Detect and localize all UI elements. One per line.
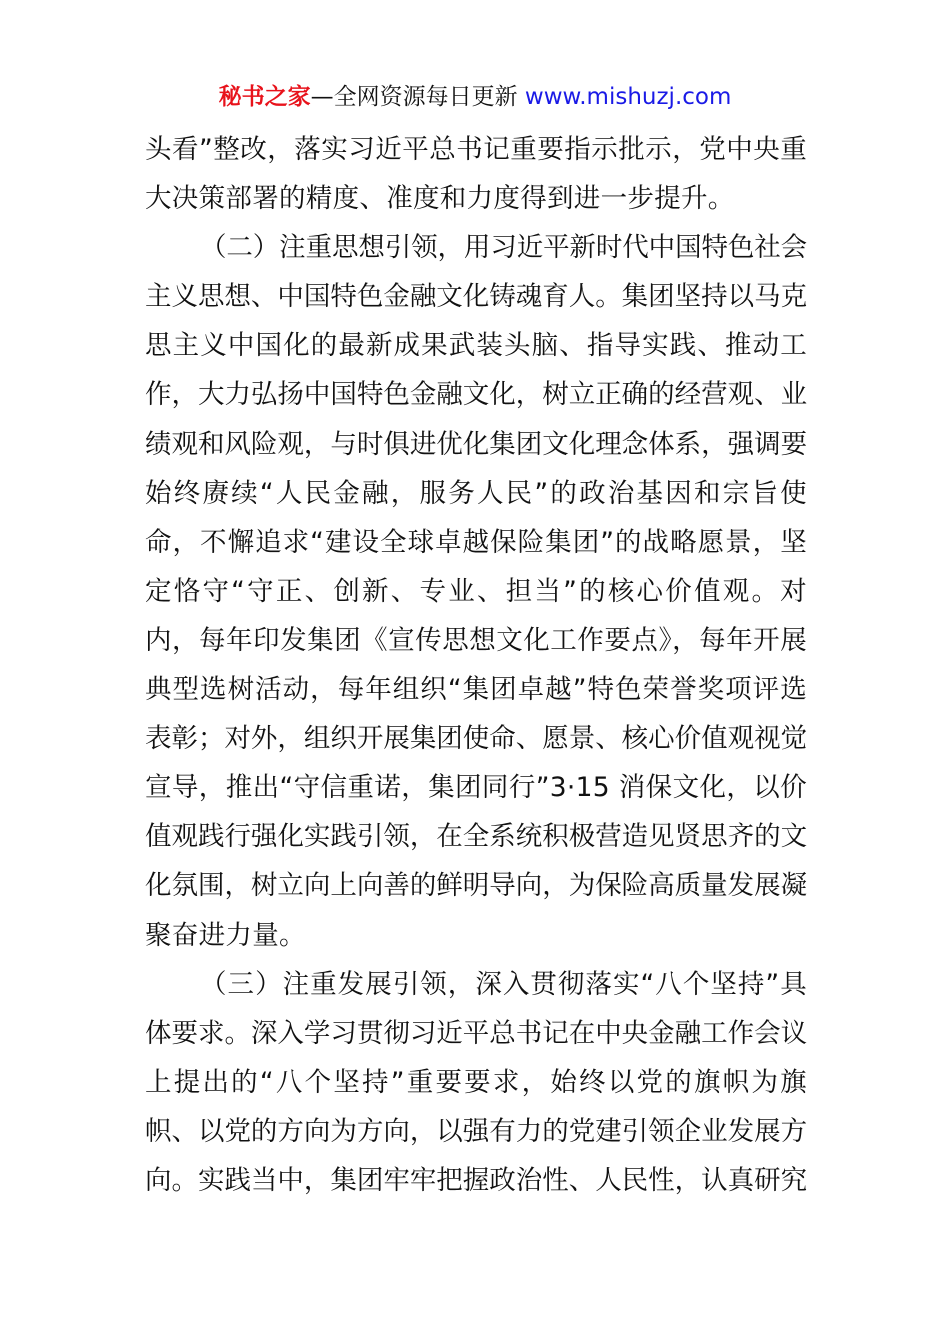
text-line: 上提出的“八个坚持”重要要求，始终以党的旗帜为旗: [145, 1066, 807, 1098]
paragraph-continued: [145, 125, 807, 223]
text-line: 内，每年印发集团《宣传思想文化工作要点》，每年开展: [145, 624, 807, 656]
text-line: 典型选树活动，每年组织“集团卓越”特色荣誉奖项评选: [145, 674, 807, 706]
text-line: 头看”整改，落实习近平总书记重要指示批示，党中央重: [145, 134, 807, 165]
paragraph-section-3: [145, 960, 807, 1205]
text-line: 绩观和风险观，与时俱进优化集团文化理念体系，强调要: [145, 428, 807, 460]
text-line: 大决策部署的精度、准度和力度得到进一步提升。: [145, 183, 735, 215]
text-line: 主义思想、中国特色金融文化铸魂育人。集团坚持以马克: [145, 281, 807, 313]
text-line: 作，大力弘扬中国特色金融文化，树立正确的经营观、业: [145, 379, 807, 411]
text-line: 聚奋进力量。: [145, 919, 306, 951]
document-body: [145, 125, 807, 1205]
text-line: 表彰；对外，组织开展集团使命、愿景、核心价值观视觉: [145, 723, 807, 755]
text-line: 命，不懈追求“建设全球卓越保险集团”的战略愿景，坚: [145, 526, 807, 558]
text-line: （三）注重发展引领，深入贯彻落实“八个坚持”具: [200, 968, 807, 1000]
header-tagline: —全网资源每日更新: [310, 84, 525, 110]
text-line: 始终赓续“人民金融，服务人民”的政治基因和宗旨使: [145, 477, 807, 509]
text-line: 值观践行强化实践引领，在全系统积极营造见贤思齐的文: [145, 821, 807, 853]
text-line: 定恪守“守正、创新、专业、担当”的核心价值观。对: [145, 575, 807, 607]
text-line: （二）注重思想引领，用习近平新时代中国特色社会: [200, 232, 807, 264]
text-line: 思主义中国化的最新成果武装头脑、指导实践、推动工: [145, 330, 807, 362]
header-brand: 秘书之家: [218, 84, 311, 110]
text-line: 化氛围，树立向上向善的鲜明导向，为保险高质量发展凝: [145, 870, 807, 902]
text-line: 宣导，推出“守信重诺，集团同行”3·15 消保文化，以价: [145, 772, 807, 804]
text-line: 帜、以党的方向为方向，以强有力的党建引领企业发展方: [145, 1115, 807, 1147]
header-url-link[interactable]: www.mishuzj.com: [524, 84, 732, 110]
paragraph-section-2: [145, 223, 807, 959]
text-line: 体要求。深入学习贯彻习近平总书记在中央金融工作会议: [145, 1017, 807, 1049]
page-header: [0, 80, 950, 114]
text-line: 向。实践当中，集团牢牢把握政治性、人民性，认真研究: [145, 1164, 807, 1196]
